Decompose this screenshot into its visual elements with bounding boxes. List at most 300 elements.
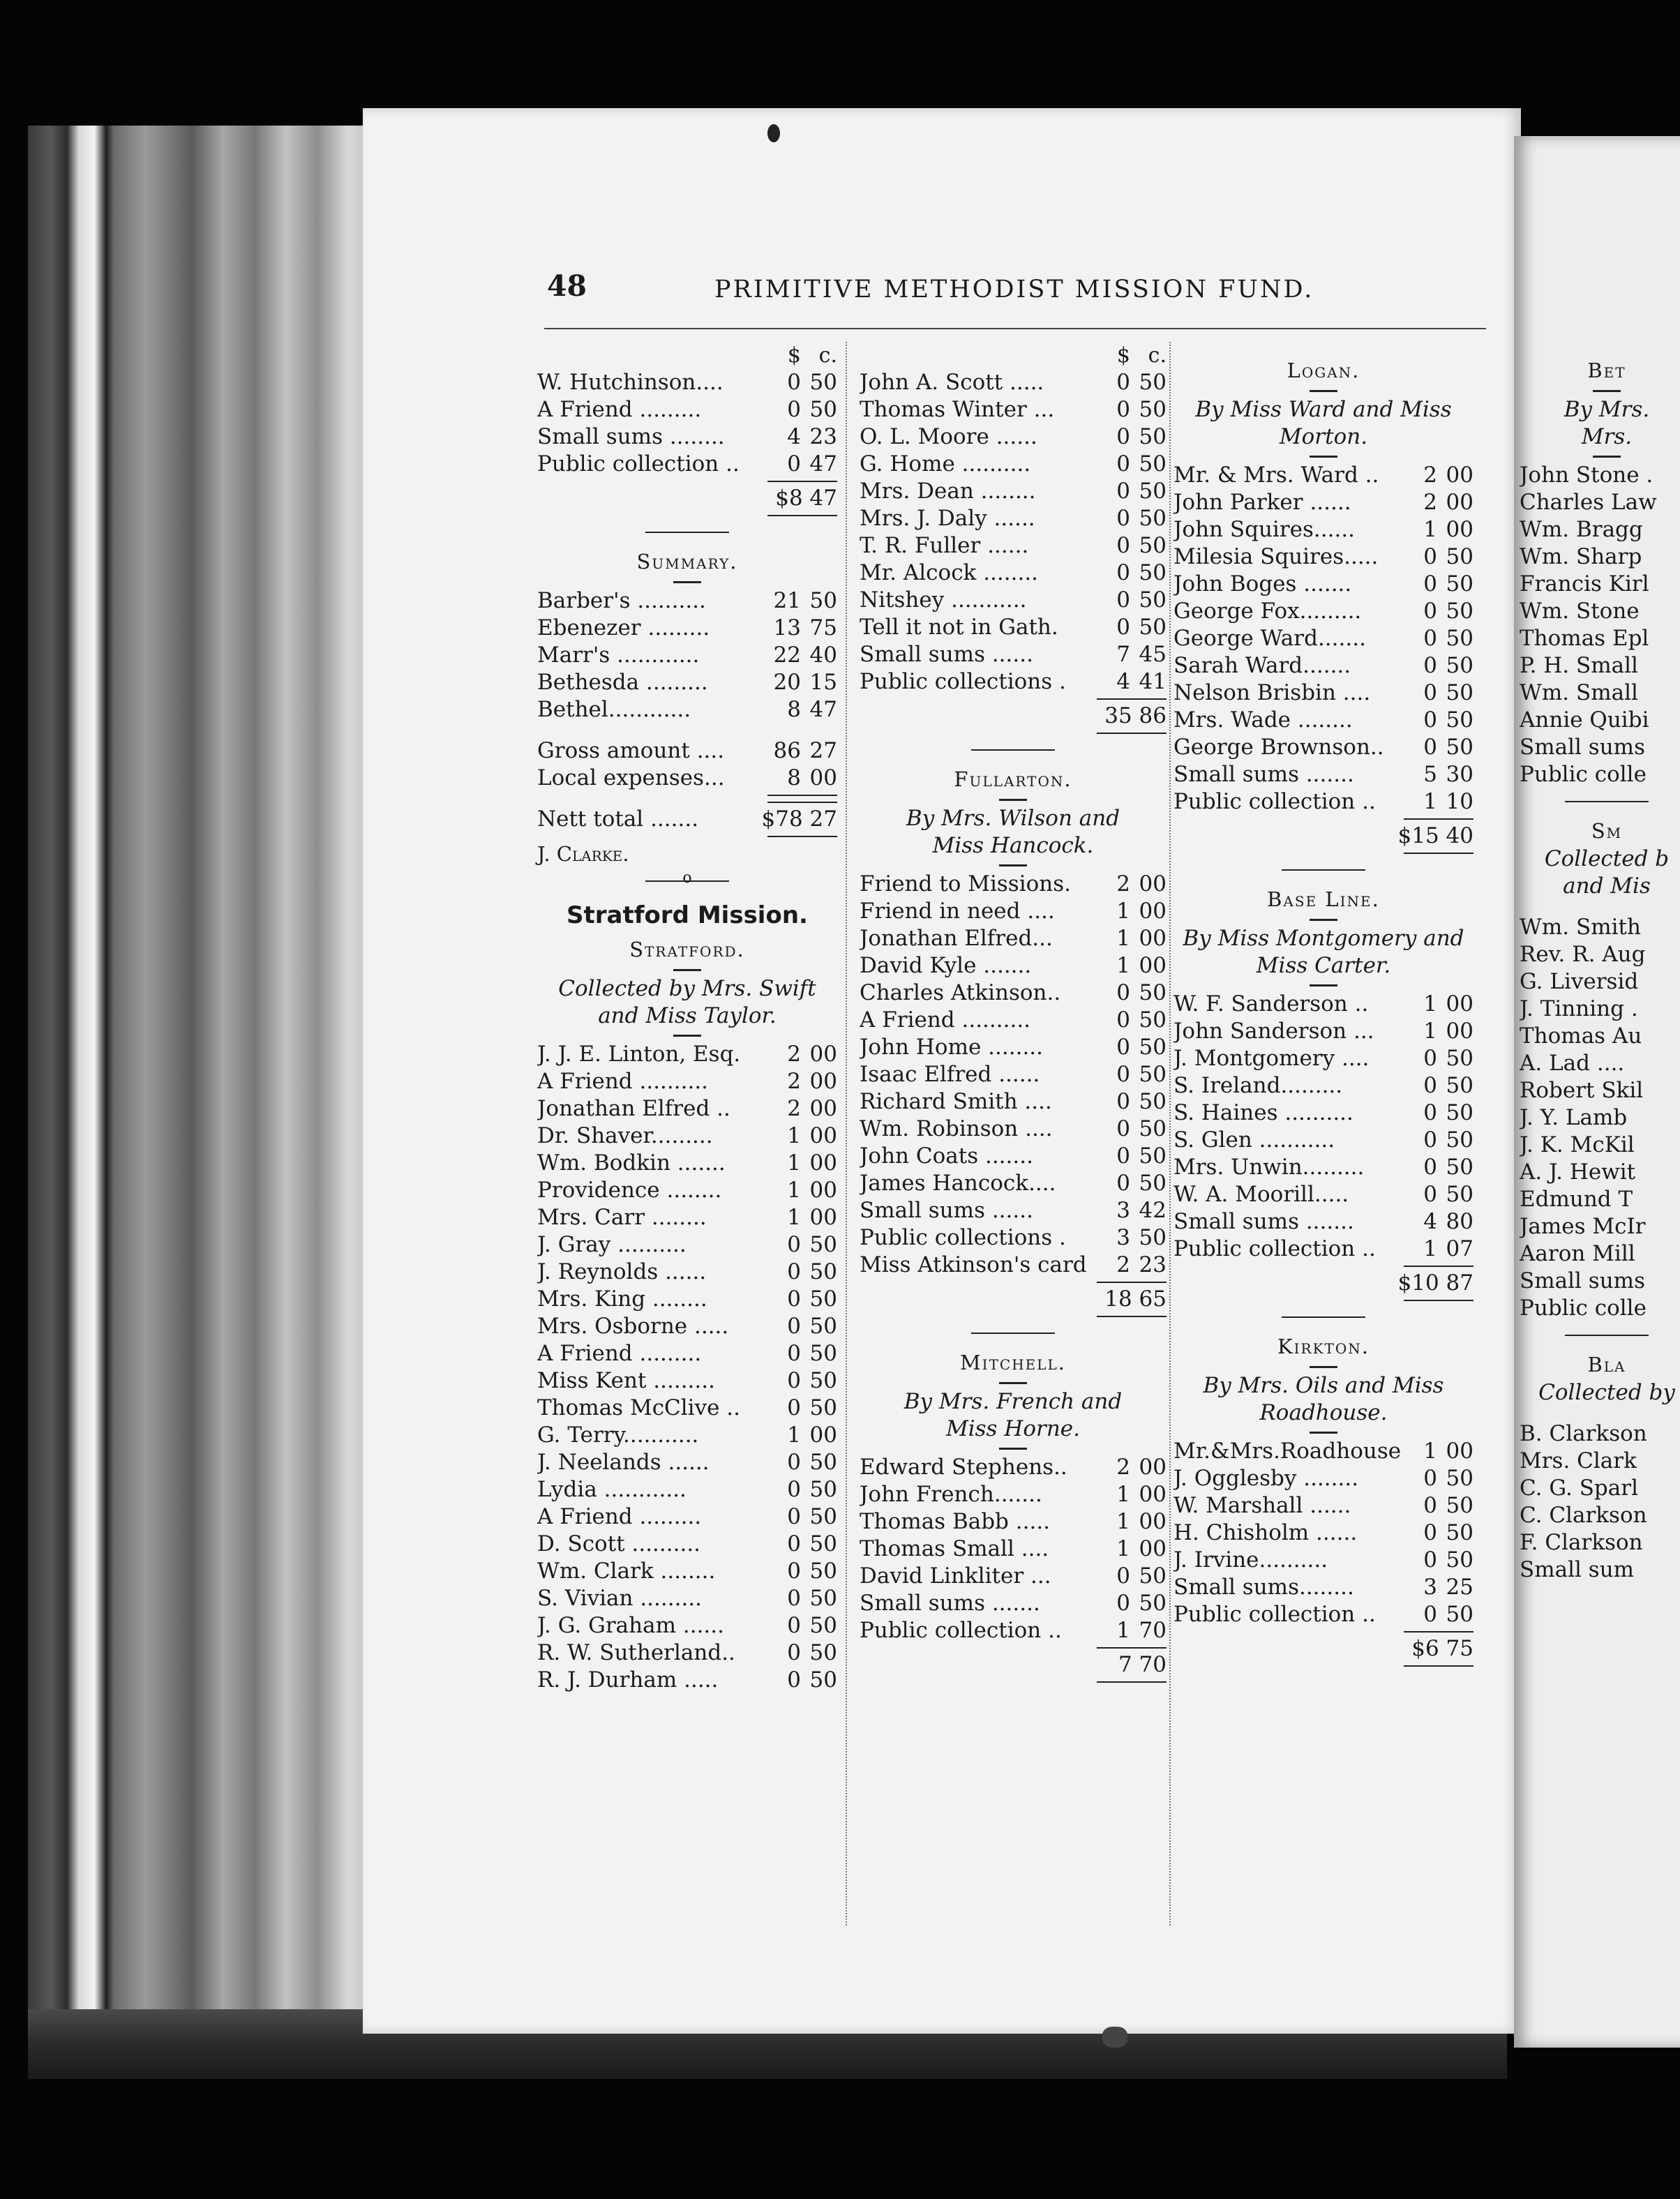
amount-cents: 50 (1446, 1046, 1473, 1071)
amount-cents: 50 (1446, 544, 1473, 569)
amount-cents: 00 (1139, 1482, 1167, 1507)
donation-row (1173, 652, 1473, 680)
amount-dollars: 2 (1116, 1252, 1130, 1277)
donor-name: Wm. Smith (1520, 915, 1641, 940)
amount-cents: 41 (1139, 669, 1167, 694)
donor-name: A. Lad .... (1520, 1051, 1625, 1076)
amount-dollars: 21 (773, 588, 801, 613)
amount-cents: 00 (1446, 991, 1473, 1016)
donor-name: Small sums ....... (860, 1591, 1040, 1616)
donor-name: Public collection .. (1173, 789, 1376, 814)
section-heading: Bla (1587, 1353, 1626, 1376)
amount-cents: 00 (1446, 1019, 1473, 1044)
donor-name: Rev. R. Aug (1520, 942, 1646, 967)
donor-name: J. Montgomery .... (1173, 1046, 1370, 1071)
amount-cents: 50 (1139, 1007, 1167, 1033)
donor-name: Wm. Bragg (1520, 517, 1643, 542)
donation-row (1520, 1050, 1680, 1077)
amount-dollars: 0 (1423, 1100, 1437, 1125)
donor-name: Aaron Mill (1520, 1241, 1635, 1266)
spacer (1520, 342, 1680, 356)
amount-dollars: 0 (787, 370, 801, 395)
total-value: $15 40 (1397, 823, 1473, 848)
amount-cents: 50 (809, 1341, 837, 1366)
amount-dollars: 1 (1116, 899, 1130, 924)
donation-row (537, 1531, 837, 1558)
donor-name: G. Home .......... (860, 451, 1031, 476)
total-row (860, 703, 1167, 730)
signature: J. Clarke. (537, 842, 629, 866)
section-separator (1520, 1322, 1680, 1350)
short-dash (860, 1377, 1167, 1388)
donor-name: A Friend .......... (860, 1007, 1031, 1033)
donor-name: Miss Atkinson's card (860, 1252, 1087, 1277)
total-value: $6 75 (1411, 1636, 1473, 1661)
amount-dollars: 0 (1423, 571, 1437, 596)
donor-name: Small sums (1520, 1268, 1645, 1293)
sum-rule (860, 1679, 1167, 1686)
column-2 (860, 342, 1167, 1686)
amount-dollars: 0 (1423, 1493, 1437, 1518)
total-row (860, 1286, 1167, 1313)
short-dash (1173, 980, 1473, 991)
donor-name: Mrs. Wade ........ (1173, 707, 1353, 733)
amount-cents: 70 (1139, 1618, 1167, 1643)
section-separator (860, 737, 1167, 765)
donation-row (537, 451, 837, 478)
amount-dollars: 1 (1423, 517, 1437, 542)
ink-mark (1102, 2027, 1127, 2048)
donor-name: Small sums ........ (537, 424, 725, 449)
donation-row (537, 1612, 837, 1639)
amount-cents: 50 (809, 1586, 837, 1611)
total-value: 7 70 (1118, 1652, 1167, 1677)
donation-row (537, 1313, 837, 1340)
donor-name: James McIr (1520, 1214, 1646, 1239)
section-heading: Sm (1591, 819, 1623, 843)
donation-row (537, 587, 837, 615)
amount-cents: 50 (809, 1559, 837, 1584)
sum-rule (1173, 850, 1473, 857)
donation-row (860, 871, 1167, 898)
amount-cents: 50 (1139, 587, 1167, 613)
amount-cents: 10 (1446, 789, 1473, 814)
column-divider (846, 342, 848, 1926)
amount-cents: 50 (1446, 599, 1473, 624)
column-divider (1169, 342, 1171, 1926)
donation-row (860, 1617, 1167, 1644)
donation-row (537, 396, 837, 423)
amount-cents: 50 (1139, 1116, 1167, 1141)
amount-cents: 50 (1139, 1143, 1167, 1169)
amount-dollars: 0 (1116, 560, 1130, 585)
collectors-line: By Miss Ward and Miss (1195, 397, 1452, 422)
amount-dollars: 0 (1423, 1046, 1437, 1071)
donor-name: Small sums........ (1173, 1575, 1354, 1600)
donor-name: John A. Scott ..... (860, 370, 1044, 395)
amount-cents: 50 (1139, 1171, 1167, 1196)
donor-name: B. Clarkson (1520, 1421, 1647, 1446)
amount-dollars: 1 (1116, 1482, 1130, 1507)
donation-row (1173, 571, 1473, 598)
donor-name: W. A. Moorill..... (1173, 1182, 1349, 1207)
donation-row (537, 1667, 837, 1694)
amount-cents: 23 (809, 424, 837, 449)
amount-dollars: 0 (787, 397, 801, 422)
donor-name: Edward Stephens.. (860, 1455, 1067, 1480)
amount-cents: 00 (1139, 899, 1167, 924)
donor-name: John Sanderson ... (1173, 1019, 1374, 1044)
donation-row (1173, 1154, 1473, 1181)
amount-cents: 25 (1446, 1575, 1473, 1600)
donor-name: Mrs. Clark (1520, 1448, 1637, 1473)
donor-name: James Hancock.... (860, 1171, 1056, 1196)
amount-dollars: 0 (787, 1232, 801, 1257)
amount-dollars: 8 (787, 697, 801, 722)
amount-cents: 00 (1139, 1509, 1167, 1534)
donation-row (1173, 707, 1473, 734)
donation-row (1520, 1420, 1680, 1448)
section-heading: Kirkton. (1277, 1335, 1370, 1358)
amount-dollars: 0 (1116, 1143, 1130, 1169)
amount-cents: 50 (809, 1613, 837, 1638)
short-dash (860, 860, 1167, 871)
donor-name: Jonathan Elfred .. (537, 1096, 730, 1121)
donor-name: Wm. Robinson .... (860, 1116, 1053, 1141)
amount-dollars: 0 (1116, 615, 1130, 640)
amount-cents: 00 (809, 1069, 837, 1094)
donor-name: Small sums (1520, 735, 1645, 760)
amount-dollars: 0 (1423, 1182, 1437, 1207)
donor-name: G. Terry........... (537, 1423, 699, 1448)
book-binding (28, 126, 419, 2072)
amount-cents: 00 (809, 1123, 837, 1148)
donor-name: Public collections . (860, 669, 1066, 694)
amount-dollars: 0 (787, 1531, 801, 1556)
amount-cents: 40 (809, 643, 837, 668)
amount-cents: 50 (1139, 479, 1167, 504)
donation-row (537, 1476, 837, 1503)
amount-dollars: 0 (1423, 1073, 1437, 1098)
donation-row (1520, 996, 1680, 1023)
mission-title: Stratford Mission. (567, 901, 808, 929)
donation-row (1520, 1475, 1680, 1502)
currency-header (537, 342, 837, 369)
donation-row (537, 696, 837, 723)
donor-name: Wm. Sharp (1520, 544, 1642, 569)
section-heading: Summary. (636, 550, 738, 573)
donor-name: Mrs. Carr ........ (537, 1205, 707, 1230)
sum-rule (537, 833, 837, 840)
donation-row (860, 898, 1167, 925)
donation-row (537, 1259, 837, 1286)
amount-dollars: 4 (787, 424, 801, 449)
donation-row (860, 980, 1167, 1007)
donor-name: C. Clarkson (1520, 1503, 1647, 1528)
amount-cents: 50 (1139, 980, 1167, 1005)
cent-header: c. (1148, 343, 1167, 368)
donation-row (537, 737, 837, 765)
total-row (537, 485, 837, 512)
donor-name: Mrs. King ........ (537, 1286, 707, 1312)
amount-dollars: 2 (1423, 490, 1437, 515)
amount-cents: 50 (809, 1640, 837, 1665)
amount-dollars: 0 (1423, 626, 1437, 651)
donor-name: Thomas McClive .. (537, 1395, 741, 1420)
donation-row (537, 1095, 837, 1123)
amount-dollars: 7 (1116, 642, 1130, 667)
amount-cents: 50 (809, 1368, 837, 1393)
donor-name: Small sums ...... (860, 642, 1033, 667)
donation-row (537, 1286, 837, 1313)
donor-name: Mr.&Mrs.Roadhouse (1173, 1439, 1402, 1464)
donor-name: Milesia Squires..... (1173, 544, 1379, 569)
head-rule (544, 328, 1486, 329)
cent-header: c. (818, 343, 837, 368)
donation-row (860, 451, 1167, 478)
amount-cents: 50 (1139, 370, 1167, 395)
donation-row (860, 1007, 1167, 1034)
donor-name: Bethel............ (537, 697, 691, 722)
donor-name: C. G. Sparl (1520, 1476, 1638, 1501)
amount-cents: 50 (809, 1259, 837, 1284)
amount-cents: 42 (1139, 1198, 1167, 1223)
amount-dollars: 0 (1423, 735, 1437, 760)
amount-dollars: 0 (1423, 707, 1437, 733)
amount-dollars: 0 (1116, 1171, 1130, 1196)
amount-dollars: 0 (1423, 1520, 1437, 1545)
collectors-line: By Miss Montgomery and (1183, 926, 1464, 951)
donor-name: A. J. Hewit (1520, 1159, 1636, 1185)
amount-cents: 00 (1139, 926, 1167, 951)
amount-dollars: 0 (787, 1640, 801, 1665)
donor-name: Public colle (1520, 1296, 1647, 1321)
amount-dollars: 0 (787, 1504, 801, 1529)
amount-dollars: 0 (1116, 1007, 1130, 1033)
donation-row (537, 1367, 837, 1395)
donation-row (860, 1088, 1167, 1116)
collectors-line: Mrs. (1581, 424, 1633, 449)
donor-name: W. Hutchinson.... (537, 370, 723, 395)
amount-dollars: 0 (787, 1395, 801, 1420)
donation-row (860, 560, 1167, 587)
donor-name: John Squires...... (1173, 517, 1356, 542)
amount-dollars: 1 (1423, 1019, 1437, 1044)
amount-dollars: 1 (1116, 1509, 1130, 1534)
donor-name: Thomas Babb ..... (860, 1509, 1051, 1534)
donation-row (1520, 1295, 1680, 1322)
donation-row (537, 642, 837, 669)
donation-row (1173, 788, 1473, 816)
donor-name: Local expenses... (537, 765, 725, 790)
sum-rule (860, 696, 1167, 703)
sum-rule (1173, 1297, 1473, 1304)
donation-row (860, 532, 1167, 560)
donor-name: J. Ogglesby ........ (1173, 1466, 1359, 1491)
total-value: $78 27 (761, 806, 837, 832)
amount-cents: 00 (809, 1205, 837, 1230)
amount-dollars: 0 (1116, 397, 1130, 422)
amount-dollars: 0 (1116, 980, 1130, 1005)
amount-cents: 50 (1446, 1100, 1473, 1125)
amount-cents: 07 (1446, 1236, 1473, 1261)
donation-row (860, 1061, 1167, 1088)
amount-cents: 15 (809, 670, 837, 695)
amount-dollars: 13 (773, 615, 801, 640)
amount-cents: 50 (1139, 615, 1167, 640)
section-heading: Logan. (1287, 359, 1360, 382)
donor-name: Providence ........ (537, 1178, 722, 1203)
donation-row (537, 1150, 837, 1177)
short-dash (860, 1443, 1167, 1454)
donor-name: Isaac Elfred ...... (860, 1062, 1040, 1087)
section-separator (1520, 788, 1680, 816)
donation-row (1520, 1240, 1680, 1268)
donation-row (1173, 1045, 1473, 1072)
amount-cents: 50 (1446, 1466, 1473, 1491)
collectors-line: and Miss Taylor. (598, 1003, 777, 1028)
donor-name: Thomas Epl (1520, 626, 1649, 651)
amount-cents: 80 (1446, 1209, 1473, 1234)
amount-cents: 50 (809, 1314, 837, 1339)
short-dash (537, 1030, 837, 1041)
amount-dollars: 0 (787, 1613, 801, 1638)
sum-rule (860, 1644, 1167, 1651)
amount-dollars: 1 (787, 1123, 801, 1148)
amount-dollars: 0 (1116, 424, 1130, 449)
donation-row (537, 669, 837, 696)
donation-row (1520, 1077, 1680, 1104)
sum-rule (1173, 816, 1473, 823)
short-dash (537, 964, 837, 975)
amount-dollars: 0 (1116, 1591, 1130, 1616)
amount-dollars: 0 (1116, 1089, 1130, 1114)
section-separator (1173, 1304, 1473, 1332)
amount-dollars: 0 (1423, 1547, 1437, 1573)
donation-row (860, 952, 1167, 980)
donation-row (1520, 734, 1680, 761)
donor-name: R. J. Durham ..... (537, 1667, 719, 1693)
donation-row (1520, 1448, 1680, 1475)
donor-name: Friend in need .... (860, 899, 1055, 924)
amount-cents: 75 (809, 615, 837, 640)
amount-cents: 50 (1446, 1127, 1473, 1153)
amount-cents: 50 (809, 1232, 837, 1257)
donor-name: R. W. Sutherland.. (537, 1640, 735, 1665)
amount-cents: 50 (1446, 735, 1473, 760)
total-value: $8 47 (775, 486, 837, 511)
donor-name: Thomas Small .... (860, 1536, 1049, 1561)
donation-row (537, 1449, 837, 1476)
collectors-line: By Mrs. (1563, 397, 1650, 422)
collectors-line: and Mis (1563, 873, 1651, 899)
donation-row (860, 423, 1167, 451)
donor-name: Bethesda ......... (537, 670, 708, 695)
donation-row (1173, 598, 1473, 625)
amount-cents: 50 (1446, 1073, 1473, 1098)
amount-cents: 00 (809, 1042, 837, 1067)
donor-name: Thomas Winter ... (860, 397, 1055, 422)
collectors-line: Miss Carter. (1256, 953, 1391, 978)
short-dash (1520, 451, 1680, 462)
amount-dollars: 0 (1116, 1035, 1130, 1060)
amount-cents: 00 (809, 1096, 837, 1121)
separator-mark: o (680, 869, 694, 887)
amount-dollars: 3 (1116, 1225, 1130, 1250)
amount-cents: 50 (809, 588, 837, 613)
amount-cents: 30 (1446, 762, 1473, 787)
donation-row (1173, 734, 1473, 761)
amount-dollars: 2 (787, 1042, 801, 1067)
donor-name: Mrs. Osborne ..... (537, 1314, 729, 1339)
sum-rule (1173, 1663, 1473, 1669)
donor-name: Sarah Ward....... (1173, 653, 1351, 678)
amount-dollars: 0 (1116, 1116, 1130, 1141)
total-row (860, 1651, 1167, 1679)
amount-cents: 00 (1139, 1455, 1167, 1480)
donation-row (1520, 625, 1680, 652)
donor-name: Wm. Clark ........ (537, 1559, 716, 1584)
donation-row (1520, 941, 1680, 968)
donation-row (537, 1068, 837, 1095)
amount-cents: 50 (1139, 424, 1167, 449)
amount-dollars: 0 (787, 1586, 801, 1611)
donor-name: J. Gray .......... (537, 1232, 687, 1257)
amount-dollars: 2 (787, 1069, 801, 1094)
short-dash (1173, 1361, 1473, 1372)
donation-row (537, 1558, 837, 1585)
donor-name: S. Glen ........... (1173, 1127, 1335, 1153)
amount-dollars: 0 (787, 1314, 801, 1339)
collectors-line: Miss Hancock. (932, 833, 1094, 858)
donor-name: W. Marshall ...... (1173, 1493, 1351, 1518)
amount-cents: 50 (1139, 533, 1167, 558)
donation-row (1173, 1181, 1473, 1208)
amount-dollars: 0 (787, 1559, 801, 1584)
donor-name: David Linkliter ... (860, 1563, 1051, 1589)
donor-name: S. Vivian ......... (537, 1586, 703, 1611)
amount-dollars: 4 (1116, 669, 1130, 694)
amount-dollars: 2 (1116, 871, 1130, 896)
amount-dollars: 0 (1116, 533, 1130, 558)
donor-name: George Brownson.. (1173, 735, 1384, 760)
section-heading: Stratford. (629, 938, 745, 961)
donation-row (1173, 489, 1473, 516)
donor-name: Francis Kirl (1520, 571, 1649, 596)
donation-row (860, 478, 1167, 505)
spacer (1520, 1406, 1680, 1420)
donation-row (537, 369, 837, 396)
amount-dollars: 0 (1423, 1602, 1437, 1627)
amount-dollars: 22 (773, 643, 801, 668)
amount-dollars: 0 (787, 1341, 801, 1366)
sum-rule (860, 1313, 1167, 1320)
amount-cents: 00 (809, 1423, 837, 1448)
amount-cents: 23 (1139, 1252, 1167, 1277)
donation-row (1173, 543, 1473, 571)
donation-row (1520, 707, 1680, 734)
donor-name: Mr. & Mrs. Ward .. (1173, 463, 1379, 488)
donation-row (860, 1590, 1167, 1617)
amount-dollars: 1 (1423, 789, 1437, 814)
donor-name: Small sums ...... (860, 1198, 1033, 1223)
donor-name: A Friend ......... (537, 397, 702, 422)
donor-name: Jonathan Elfred... (860, 926, 1053, 951)
amount-cents: 50 (1139, 451, 1167, 476)
dollar-header: $ (1116, 343, 1130, 368)
donor-name: F. Clarkson (1520, 1530, 1643, 1555)
amount-cents: 50 (1446, 1155, 1473, 1180)
